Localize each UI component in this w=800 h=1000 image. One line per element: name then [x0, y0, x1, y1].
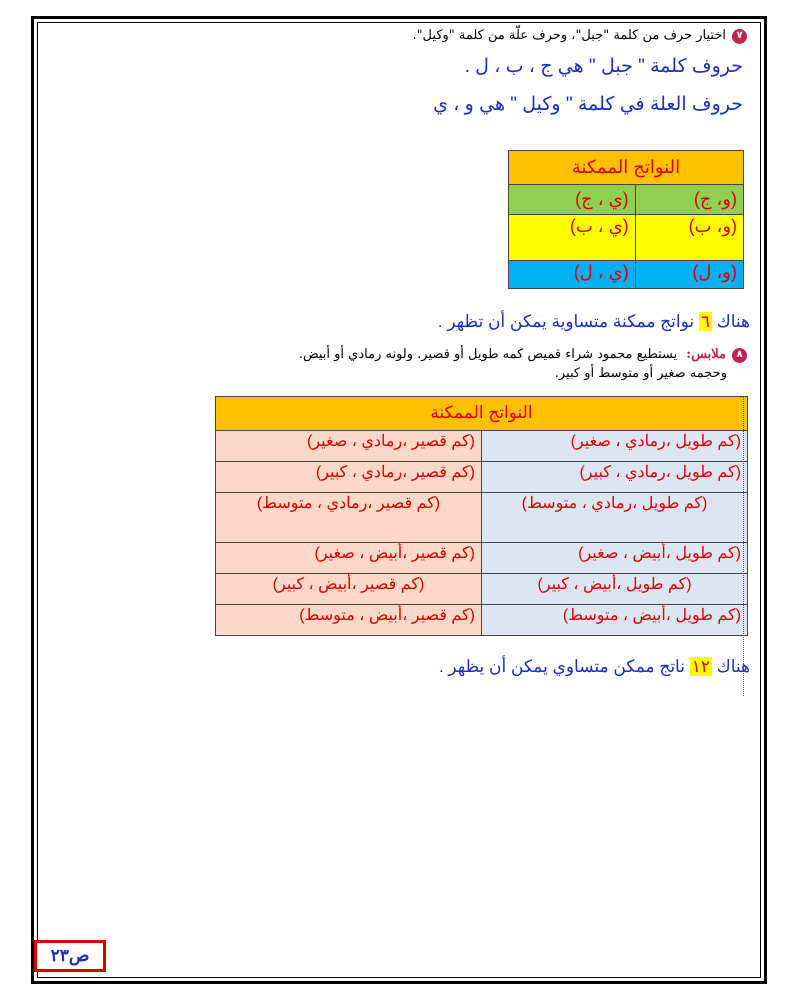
table-cell: (كم قصير ،أبيض ، صغير): [216, 543, 482, 574]
outcomes-table-q7: [508, 150, 744, 289]
table-cell: (كم قصير ،أبيض ، متوسط): [216, 605, 482, 636]
result-count-highlight: ١٢: [691, 657, 710, 676]
result-count-highlight: ٦: [700, 312, 710, 331]
question-number-badge: ٧: [732, 29, 747, 44]
table-cell: (و، ل): [635, 261, 743, 289]
answer-line-2: حروف العلة في كلمة " وكيل " هي و ، ي: [433, 94, 743, 115]
result-prefix: هناك: [716, 657, 750, 676]
table-header: النواتج الممكنة: [509, 151, 744, 185]
result-prefix: هناك: [716, 312, 750, 331]
question-8-prompt: [299, 345, 747, 365]
margin-dotted-line: [743, 396, 744, 696]
table-cell: (و، ج): [635, 185, 743, 215]
outcomes-table-q8: [215, 396, 748, 636]
table-cell: (كم قصير ،رمادي ، متوسط): [216, 493, 482, 543]
table-cell: (كم طويل ،أبيض ، متوسط): [482, 605, 748, 636]
page-number-badge: ص٢٣: [34, 940, 106, 972]
table-cell: (كم قصير ،أبيض ، كبير): [216, 574, 482, 605]
result-line-q7: [438, 311, 750, 333]
question-8-title: ملابس:: [686, 347, 726, 362]
table-cell: (كم طويل ،أبيض ، صغير): [482, 543, 748, 574]
question-7: [47, 26, 747, 120]
question-8-text-line-2: وحجمه صغير أو متوسط أو كبير.: [554, 366, 727, 381]
table-cell: (كم طويل ،رمادي ، متوسط): [482, 493, 748, 543]
question-number-badge: ٨: [732, 348, 747, 363]
result-line-q8: [439, 656, 750, 678]
question-8-text: يستطيع محمود شراء قميص كمه طويل أو قصير. ولونه رمادي أو أبيض.: [298, 347, 678, 362]
table-cell: (كم طويل ،أبيض ، كبير): [482, 574, 748, 605]
table-cell: (ي ، ب): [509, 215, 636, 261]
result-suffix: ناتج ممكن متساوي يمكن أن يظهر .: [438, 657, 685, 676]
answer-line-1: حروف كلمة " جبل " هي ج ، ب ، ل .: [464, 56, 743, 77]
table-cell: (كم قصير ،رمادي ، صغير): [216, 431, 482, 462]
table-header: النواتج الممكنة: [216, 397, 748, 431]
table-cell: (و، ب): [635, 215, 743, 261]
table-cell: (ي ، ج): [509, 185, 636, 215]
question-7-text: اختيار حرف من كلمة "جبل"، وحرف علّة من كلمة "وكيل".: [412, 28, 726, 43]
table-cell: (كم قصير ،رمادي ، كبير): [216, 462, 482, 493]
result-suffix: نواتج ممكنة متساوية يمكن أن تظهر .: [437, 312, 695, 331]
table-cell: (كم طويل ،رمادي ، كبير): [482, 462, 748, 493]
table-cell: (كم طويل ،رمادي ، صغير): [482, 431, 748, 462]
question-7-prompt: [47, 26, 747, 46]
table-cell: (ي ، ل): [509, 261, 636, 289]
